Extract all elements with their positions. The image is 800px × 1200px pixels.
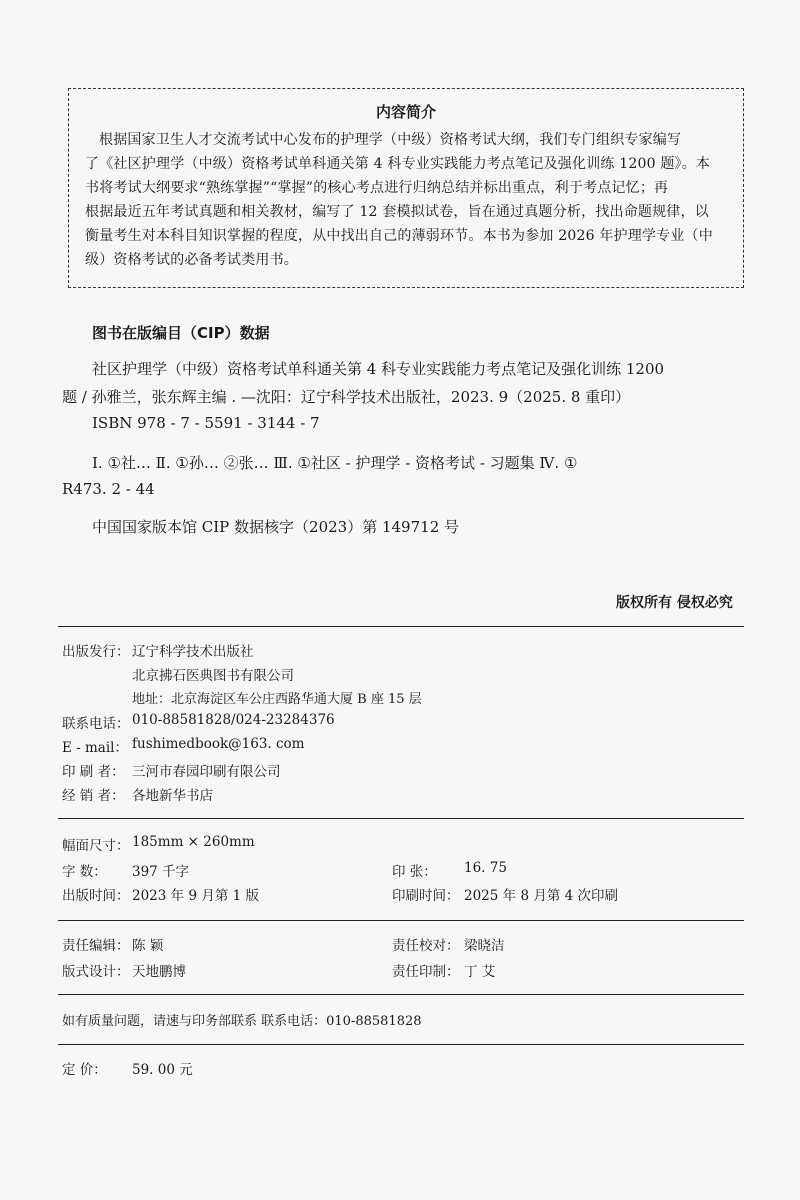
- summary-line-6: 级）资格考试的必备考试类用书。: [85, 252, 298, 268]
- price-label: 定 价：: [62, 1062, 107, 1078]
- price-value: 59. 00 元: [132, 1062, 193, 1078]
- cip-class-line-2: R473. 2 - 44: [62, 480, 155, 498]
- phone-label: 联系电话：: [62, 716, 130, 732]
- summary-title: 内容简介: [375, 103, 436, 121]
- publisher-address: 地址：北京海淀区车公庄西路华通大厦 B 座 15 层: [132, 692, 422, 707]
- email-label: E - mail：: [62, 740, 128, 756]
- cip-heading: 图书在版编目（CIP）数据: [92, 324, 270, 342]
- size-label: 幅面尺寸：: [62, 838, 130, 854]
- printer-value: 三河市春园印刷有限公司: [132, 764, 281, 780]
- summary-line-5: 衡量考生对本科目知识掌握的程度，从中找出自己的薄弱环节。本书为参加 2026 年护理学专业（中: [85, 228, 713, 244]
- publisher-label: 出版发行：: [62, 644, 130, 660]
- cip-line-1: 社区护理学（中级）资格考试单科通关第 4 科专业实践能力考点笔记及强化训练 1200: [92, 360, 665, 378]
- printer-label: 印 刷 者：: [62, 764, 125, 780]
- print-time-value: 2025 年 8 月第 4 次印刷: [464, 888, 618, 904]
- phone-value: 010-88581828/024-23284376: [132, 712, 335, 728]
- proofreader-value: 梁晓洁: [464, 938, 505, 954]
- cip-line-2: 题 / 孙雅兰，张东辉主编 . —沈阳：辽宁科学技术出版社，2023. 9（2025. 8 重印）: [62, 388, 631, 406]
- quality-contact: 如有质量问题，请速与印务部联系 联系电话：010-88581828: [62, 1014, 422, 1029]
- proofreader-label: 责任校对：: [392, 938, 460, 954]
- pub-time-label: 出版时间：: [62, 888, 130, 904]
- distributor-value: 各地新华书店: [132, 788, 213, 804]
- cip-record-number: 中国国家版本馆 CIP 数据核字（2023）第 149712 号: [92, 518, 460, 536]
- print-manager-label: 责任印制：: [392, 964, 460, 980]
- cip-class-line-1: Ⅰ. ①社… Ⅱ. ①孙… ②张… Ⅲ. ①社区 - 护理学 - 资格考试 - 习题集 Ⅳ. ①: [92, 454, 578, 472]
- summary-line-2: 了《社区护理学（中级）资格考试单科通关第 4 科专业实践能力考点笔记及强化训练 1200 题》。本: [85, 156, 711, 172]
- summary-line-1: 根据国家卫生人才交流考试中心发布的护理学（中级）资格考试大纲，我们专门组织专家编写: [99, 132, 682, 148]
- content-summary-box: [68, 88, 744, 288]
- copyright-notice: 版权所有 侵权必究: [616, 595, 733, 611]
- size-value: 185mm × 260mm: [132, 834, 255, 850]
- sheets-value: 16. 75: [464, 860, 507, 876]
- word-count-value: 397 千字: [132, 864, 190, 880]
- pub-time-value: 2023 年 9 月第 1 版: [132, 888, 259, 904]
- divider: [58, 1044, 744, 1045]
- summary-line-4: 根据最近五年考试真题和相关教材，编写了 12 套模拟试卷，旨在通过真题分析，找出命题规律，以: [85, 204, 709, 220]
- divider: [58, 818, 744, 819]
- designer-value: 天地鹏博: [132, 964, 186, 980]
- email-value: fushimedbook@163. com: [132, 736, 305, 752]
- publisher-2: 北京拂石医典图书有限公司: [132, 668, 294, 684]
- print-manager-value: 丁 艾: [464, 964, 496, 980]
- divider: [58, 626, 744, 627]
- print-time-label: 印刷时间：: [392, 888, 460, 904]
- word-count-label: 字 数：: [62, 864, 107, 880]
- divider: [58, 994, 744, 995]
- editor-label: 责任编辑：: [62, 938, 130, 954]
- divider: [58, 920, 744, 921]
- distributor-label: 经 销 者：: [62, 788, 125, 804]
- summary-line-3: 书将考试大纲要求“熟练掌握”“掌握”的核心考点进行归纳总结并标出重点，利于考点记忆；再: [85, 180, 669, 196]
- cip-isbn: ISBN 978 - 7 - 5591 - 3144 - 7: [92, 414, 320, 432]
- sheets-label: 印 张：: [392, 864, 437, 880]
- designer-label: 版式设计：: [62, 964, 130, 980]
- editor-value: 陈 颖: [132, 938, 164, 954]
- publisher-1: 辽宁科学技术出版社: [132, 644, 254, 660]
